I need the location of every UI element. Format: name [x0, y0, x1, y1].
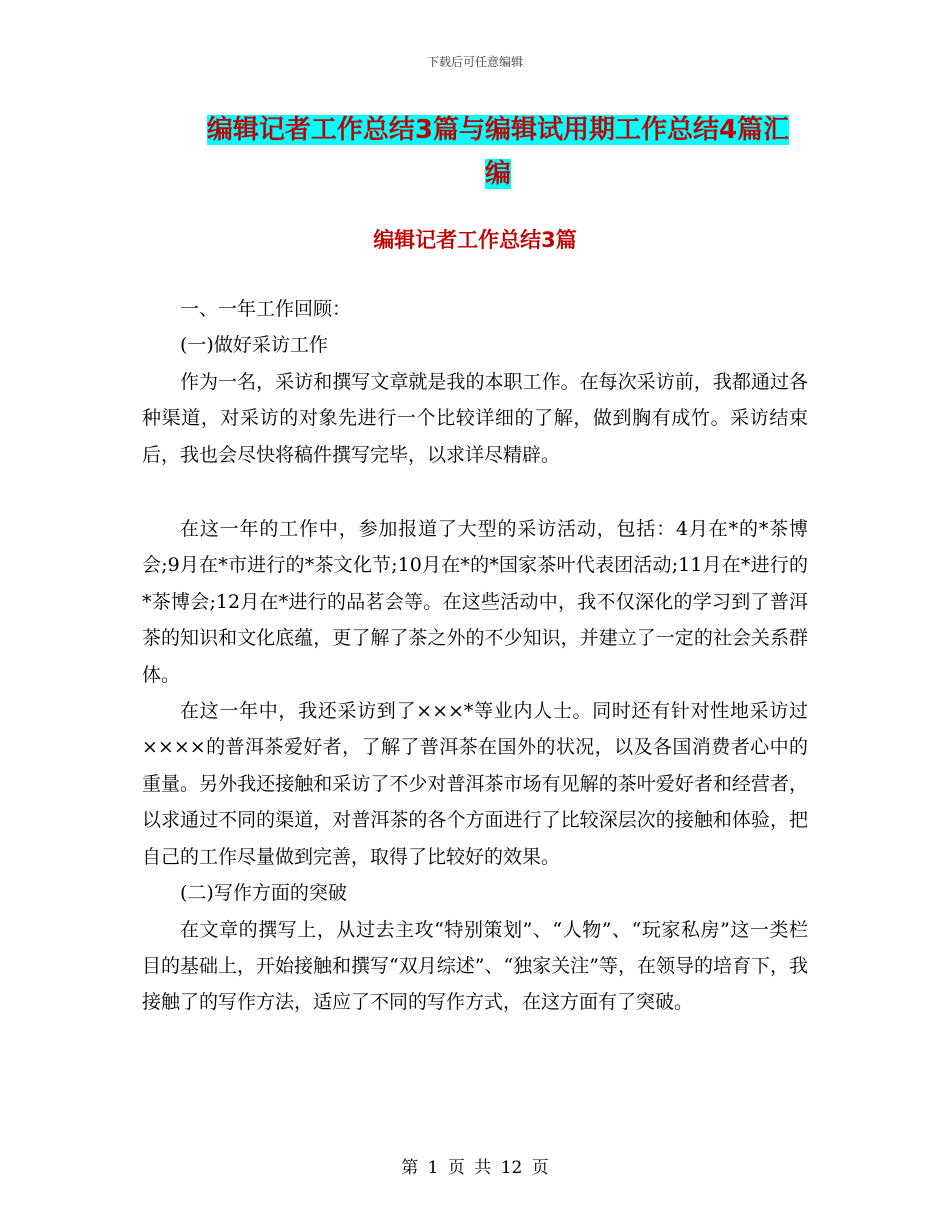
paragraph-interviewees: 在这一年中，我还采访到了×××*等业内人士。同时还有针对性地采访过××××的普洱茶爱好者，了解了普洱茶在国外的状况，以及各国消费者心中的重量。另外我还接触和采访了不少对普洱茶市场有见解的茶叶爱好者和经营者，以求通过不同的渠道，对普洱茶的各个方面进行了比较深层次的接触和体验，把自己的工作尽量做到完善，取得了比较好的效果。	[142, 700, 808, 868]
paragraph-review-heading: 一、一年工作回顾：	[180, 298, 352, 320]
paragraph-interview-intro: 作为一名，采访和撰写文章就是我的本职工作。在每次采访前，我都通过各种渠道，对采访的对象先进行一个比较详细的了解，做到胸有成竹。采访结束后，我也会尽快将稿件撰写完毕，以求详尽精辟。	[142, 370, 808, 466]
paragraph-writing: 在文章的撰写上，从过去主攻“特别策划”、“人物”、“玩家私房”这一类栏目的基础上，开始接触和撰写“双月综述”、“独家关注”等，在领导的培育下，我接触了的写作方法，适应了不同的写作方式，在这方面有了突破。	[142, 918, 808, 1014]
paragraph-events: 在这一年的工作中，参加报道了大型的采访活动，包括：4月在*的*茶博会;9月在*市进行的*茶文化节;10月在*的*国家茶叶代表团活动;11月在*进行的*茶博会;12月在*进行的品茗会等。在这些活动中，我不仅深化的学习到了普洱茶的知识和文化底蕴，更了解了茶之外的不少知识，并建立了一定的社会关系群体。	[142, 518, 808, 686]
document-title-text-1: 编辑记者工作总结3篇与编辑试用期工作总结4篇汇	[206, 115, 790, 145]
document-body	[142, 291, 808, 1021]
paragraph-writing-heading: (二)写作方面的突破	[180, 882, 347, 905]
section-title: 编辑记者工作总结3篇	[373, 228, 577, 252]
page-number: 第 1 页 共 12 页	[401, 1158, 549, 1178]
document-title-line-2	[195, 152, 801, 196]
header-note: 下载后可任意编辑	[426, 55, 523, 69]
document-title-line-1	[195, 108, 801, 152]
document-title-text-2: 编	[484, 159, 511, 189]
paragraph-interview-heading: (一)做好采访工作	[180, 334, 328, 357]
